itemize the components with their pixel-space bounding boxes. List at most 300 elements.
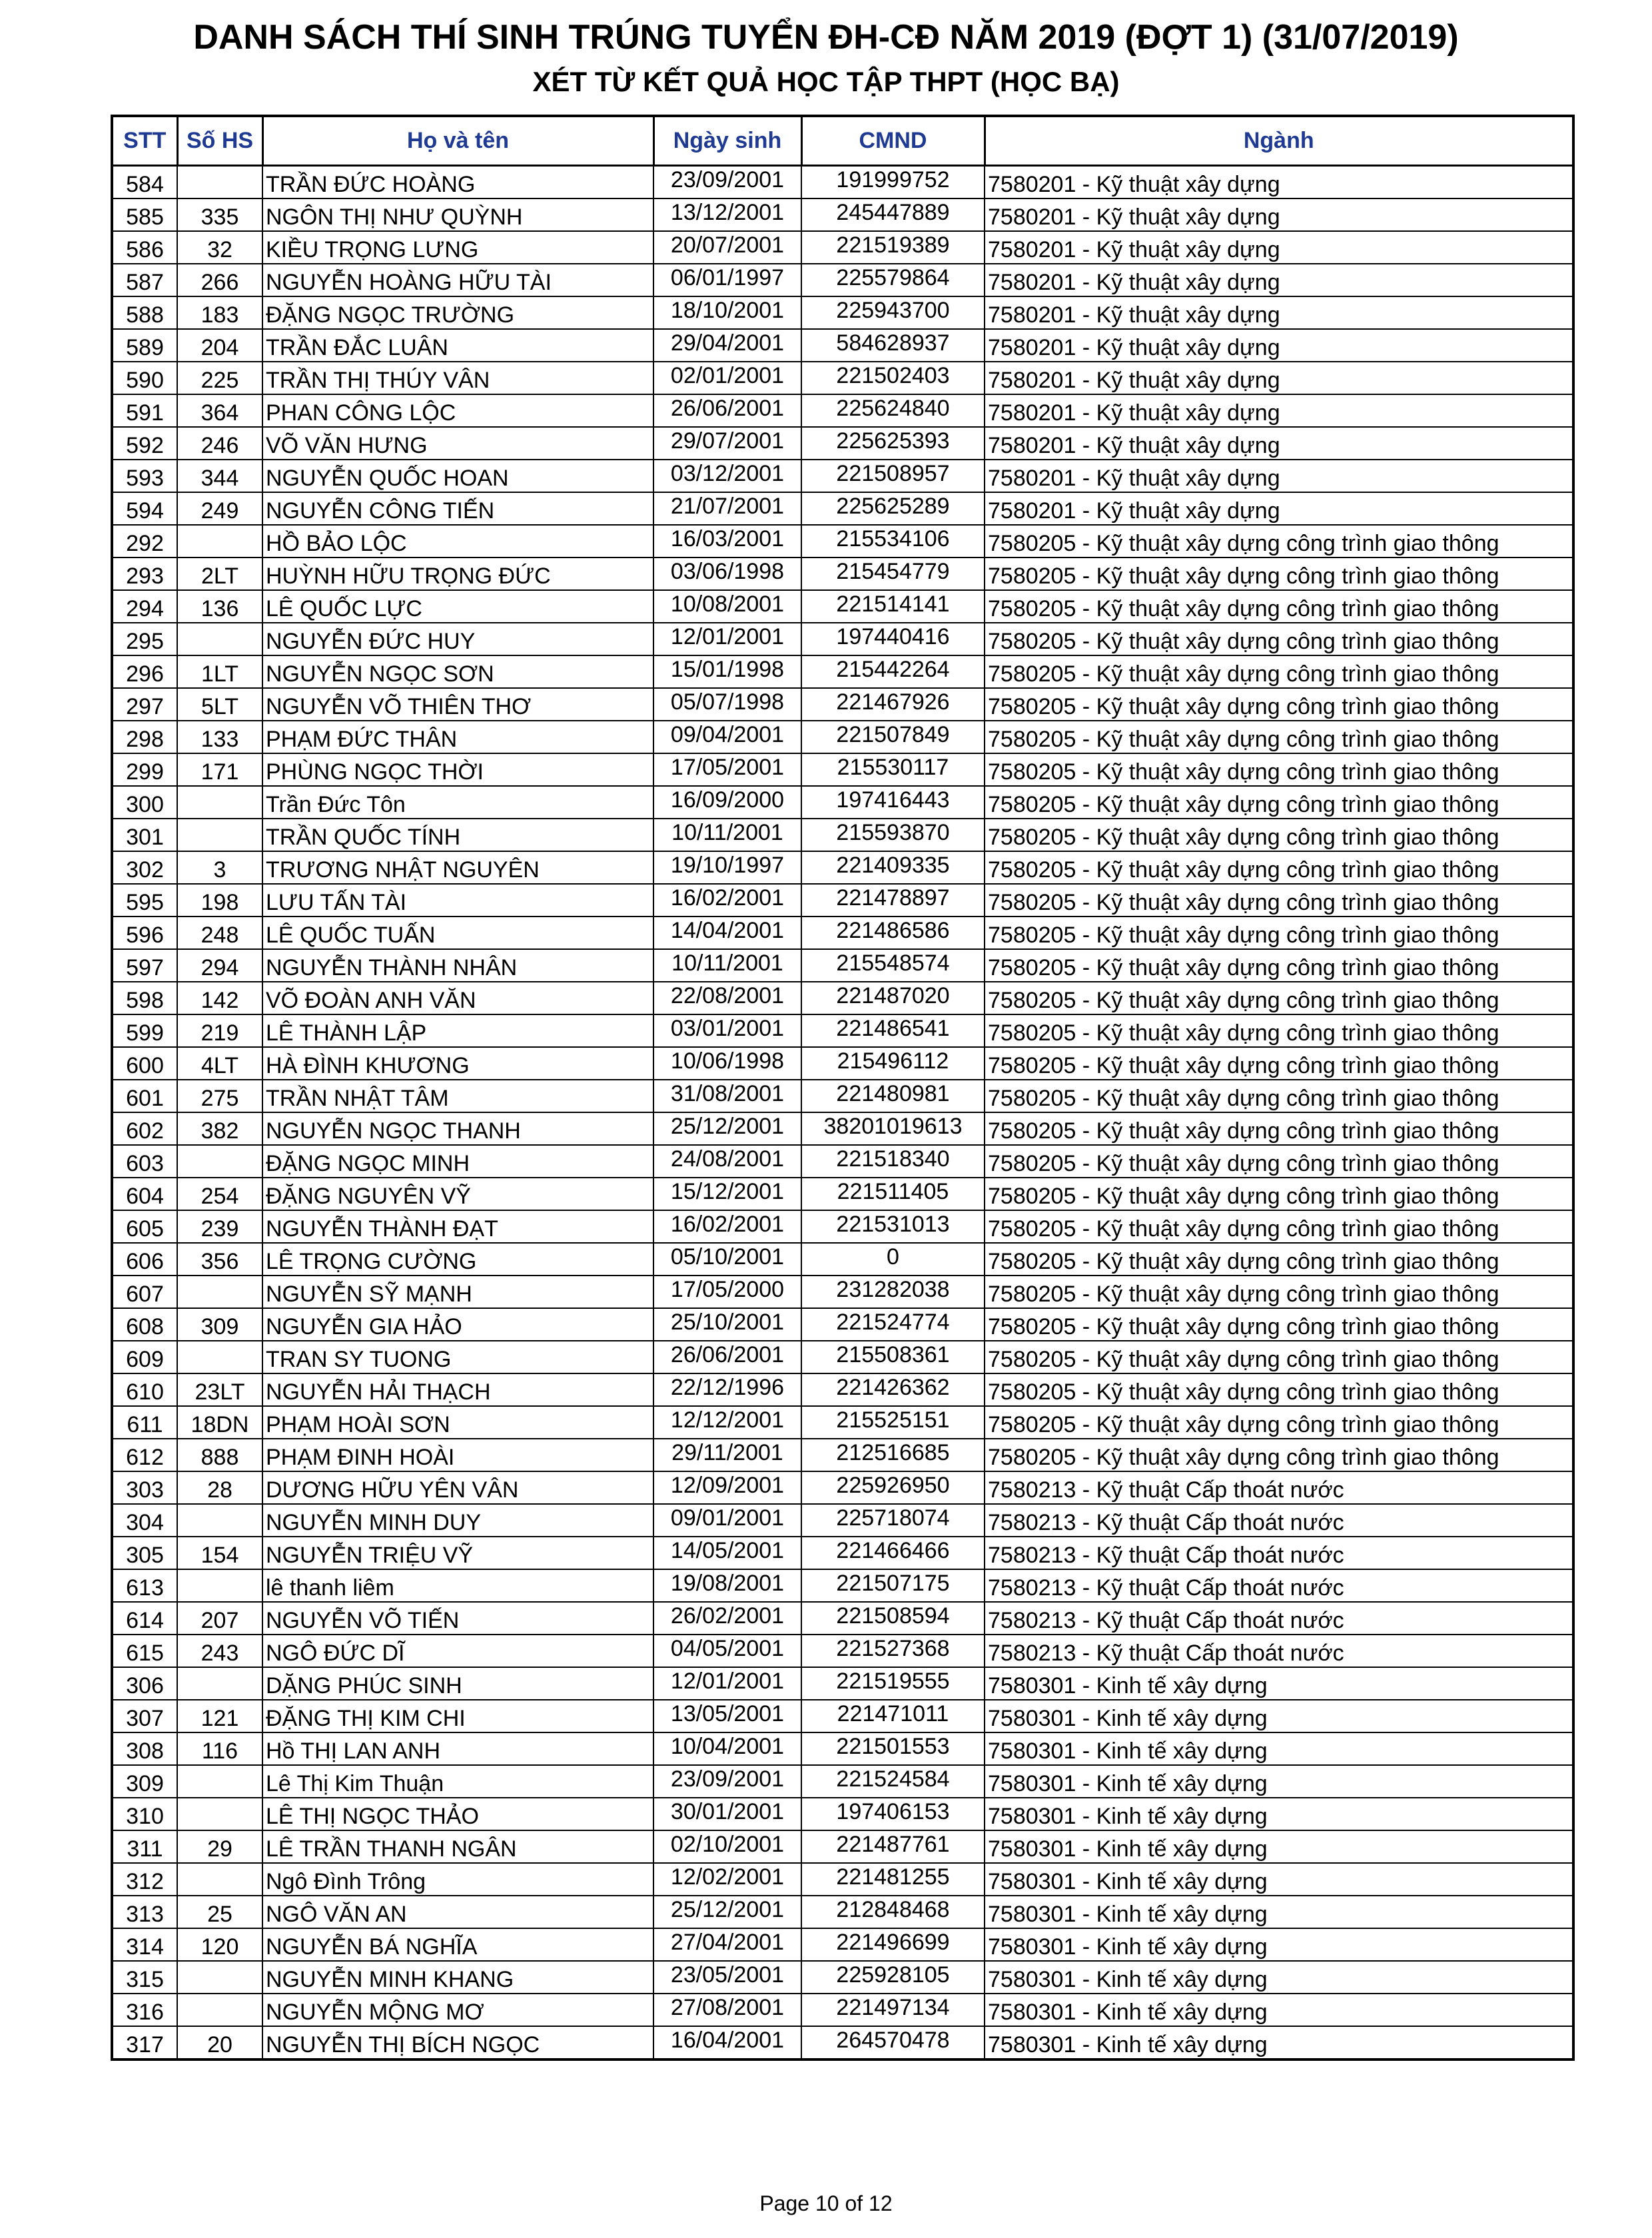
cell-stt: 599 — [112, 1014, 177, 1047]
cell-so-hs: 266 — [177, 264, 262, 296]
cell-cmnd: 197440416 — [801, 623, 985, 655]
cell-so-hs: 121 — [177, 1700, 262, 1732]
cell-nganh: 7580301 - Kinh tế xây dựng — [985, 1700, 1573, 1732]
table-row — [112, 917, 1573, 949]
cell-ngay-sinh: 20/07/2001 — [653, 231, 801, 264]
cell-ngay-sinh: 10/11/2001 — [653, 819, 801, 851]
cell-nganh: 7580213 - Kỹ thuật Cấp thoát nước — [985, 1471, 1573, 1504]
cell-nganh: 7580301 - Kinh tế xây dựng — [985, 1765, 1573, 1798]
cell-nganh: 7580205 - Kỹ thuật xây dựng công trình giao thông — [985, 1112, 1573, 1145]
cell-ho-ten: NGUYỄN ĐỨC HUY — [262, 623, 653, 655]
cell-ngay-sinh: 16/02/2001 — [653, 884, 801, 917]
cell-cmnd: 221426362 — [801, 1373, 985, 1406]
cell-stt: 298 — [112, 721, 177, 753]
table-row — [112, 231, 1573, 264]
cell-nganh: 7580301 - Kinh tế xây dựng — [985, 2026, 1573, 2059]
table-row — [112, 1863, 1573, 1896]
cell-cmnd: 221480981 — [801, 1080, 985, 1112]
table-row — [112, 1569, 1573, 1602]
cell-cmnd: 215496112 — [801, 1047, 985, 1080]
cell-stt: 584 — [112, 166, 177, 199]
table-row — [112, 525, 1573, 558]
cell-so-hs: 120 — [177, 1928, 262, 1961]
cell-cmnd: 212516685 — [801, 1439, 985, 1471]
cell-ngay-sinh: 10/08/2001 — [653, 590, 801, 623]
table-row — [112, 1014, 1573, 1047]
cell-so-hs: 116 — [177, 1732, 262, 1765]
cell-so-hs: 2LT — [177, 558, 262, 590]
table-row — [112, 1765, 1573, 1798]
cell-so-hs — [177, 1994, 262, 2026]
cell-ngay-sinh: 03/06/1998 — [653, 558, 801, 590]
table-row — [112, 1373, 1573, 1406]
cell-stt: 316 — [112, 1994, 177, 2026]
cell-ho-ten: NGÔ VĂN AN — [262, 1896, 653, 1928]
cell-cmnd: 221508957 — [801, 460, 985, 492]
cell-ngay-sinh: 25/12/2001 — [653, 1896, 801, 1928]
cell-ngay-sinh: 02/01/2001 — [653, 362, 801, 394]
cell-nganh: 7580205 - Kỹ thuật xây dựng công trình giao thông — [985, 1145, 1573, 1178]
cell-cmnd: 221519389 — [801, 231, 985, 264]
cell-nganh: 7580301 - Kinh tế xây dựng — [985, 1830, 1573, 1863]
cell-ngay-sinh: 25/12/2001 — [653, 1112, 801, 1145]
cell-ngay-sinh: 19/10/1997 — [653, 851, 801, 884]
table-row — [112, 590, 1573, 623]
cell-stt: 302 — [112, 851, 177, 884]
cell-cmnd: 221507175 — [801, 1569, 985, 1602]
cell-cmnd: 225928105 — [801, 1961, 985, 1994]
cell-stt: 608 — [112, 1308, 177, 1341]
cell-stt: 596 — [112, 917, 177, 949]
cell-ho-ten: NGUYỄN MỘNG MƠ — [262, 1994, 653, 2026]
cell-nganh: 7580205 - Kỹ thuật xây dựng công trình giao thông — [985, 1014, 1573, 1047]
cell-stt: 604 — [112, 1178, 177, 1210]
cell-cmnd: 221507849 — [801, 721, 985, 753]
cell-cmnd: 221486586 — [801, 917, 985, 949]
cell-ngay-sinh: 12/09/2001 — [653, 1471, 801, 1504]
cell-ho-ten: NGUYỄN VÕ THIÊN THƠ — [262, 688, 653, 721]
cell-nganh: 7580205 - Kỹ thuật xây dựng công trình giao thông — [985, 1341, 1573, 1373]
cell-nganh: 7580205 - Kỹ thuật xây dựng công trình giao thông — [985, 1406, 1573, 1439]
cell-ho-ten: PHAN CÔNG LỘC — [262, 394, 653, 427]
table-row — [112, 949, 1573, 982]
table-row — [112, 1961, 1573, 1994]
cell-cmnd: 197406153 — [801, 1798, 985, 1830]
cell-cmnd: 584628937 — [801, 329, 985, 362]
cell-stt: 312 — [112, 1863, 177, 1896]
cell-cmnd: 221531013 — [801, 1210, 985, 1243]
table-row — [112, 1406, 1573, 1439]
cell-stt: 309 — [112, 1765, 177, 1798]
cell-so-hs: 275 — [177, 1080, 262, 1112]
cell-so-hs — [177, 623, 262, 655]
cell-so-hs: 294 — [177, 949, 262, 982]
results-table-container — [111, 115, 1572, 2061]
cell-stt: 296 — [112, 655, 177, 688]
cell-nganh: 7580301 - Kinh tế xây dựng — [985, 1863, 1573, 1896]
cell-cmnd: 191999752 — [801, 166, 985, 199]
cell-nganh: 7580205 - Kỹ thuật xây dựng công trình giao thông — [985, 819, 1573, 851]
cell-ngay-sinh: 16/04/2001 — [653, 2026, 801, 2059]
cell-nganh: 7580205 - Kỹ thuật xây dựng công trình giao thông — [985, 1243, 1573, 1276]
cell-ho-ten: DẶNG PHÚC SINH — [262, 1667, 653, 1700]
cell-ho-ten: HỒ BẢO LỘC — [262, 525, 653, 558]
cell-cmnd: 221501553 — [801, 1732, 985, 1765]
cell-so-hs: 888 — [177, 1439, 262, 1471]
cell-so-hs — [177, 1145, 262, 1178]
cell-nganh: 7580301 - Kinh tế xây dựng — [985, 1667, 1573, 1700]
table-body — [112, 166, 1573, 2060]
cell-stt: 310 — [112, 1798, 177, 1830]
cell-cmnd: 215454779 — [801, 558, 985, 590]
cell-nganh: 7580205 - Kỹ thuật xây dựng công trình giao thông — [985, 917, 1573, 949]
header-stt: STT — [112, 116, 177, 166]
cell-nganh: 7580205 - Kỹ thuật xây dựng công trình giao thông — [985, 1439, 1573, 1471]
cell-ho-ten: PHẠM HOÀI SƠN — [262, 1406, 653, 1439]
cell-nganh: 7580205 - Kỹ thuật xây dựng công trình giao thông — [985, 1047, 1573, 1080]
cell-nganh: 7580205 - Kỹ thuật xây dựng công trình giao thông — [985, 688, 1573, 721]
cell-so-hs: 225 — [177, 362, 262, 394]
table-row — [112, 1896, 1573, 1928]
table-row — [112, 1732, 1573, 1765]
cell-ngay-sinh: 29/07/2001 — [653, 427, 801, 460]
cell-nganh: 7580205 - Kỹ thuật xây dựng công trình giao thông — [985, 1373, 1573, 1406]
cell-cmnd: 221467926 — [801, 688, 985, 721]
cell-ho-ten: NGUYỄN HẢI THẠCH — [262, 1373, 653, 1406]
cell-ngay-sinh: 25/10/2001 — [653, 1308, 801, 1341]
table-row — [112, 362, 1573, 394]
cell-ho-ten: VÕ ĐOÀN ANH VĂN — [262, 982, 653, 1014]
cell-so-hs: 364 — [177, 394, 262, 427]
cell-ho-ten: NGUYỄN SỸ MẠNH — [262, 1276, 653, 1308]
cell-so-hs: 23LT — [177, 1373, 262, 1406]
cell-so-hs — [177, 1798, 262, 1830]
cell-ho-ten: lê thanh liêm — [262, 1569, 653, 1602]
table-row — [112, 460, 1573, 492]
cell-ho-ten: LÊ QUỐC LỰC — [262, 590, 653, 623]
cell-stt: 614 — [112, 1602, 177, 1635]
cell-so-hs — [177, 786, 262, 819]
cell-nganh: 7580205 - Kỹ thuật xây dựng công trình giao thông — [985, 949, 1573, 982]
cell-nganh: 7580205 - Kỹ thuật xây dựng công trình giao thông — [985, 655, 1573, 688]
table-row — [112, 884, 1573, 917]
cell-cmnd: 221486541 — [801, 1014, 985, 1047]
cell-so-hs: 204 — [177, 329, 262, 362]
cell-so-hs: 335 — [177, 198, 262, 231]
cell-so-hs: 248 — [177, 917, 262, 949]
cell-ho-ten: TRẦN NHẬT TÂM — [262, 1080, 653, 1112]
cell-so-hs: 136 — [177, 590, 262, 623]
cell-so-hs — [177, 1504, 262, 1537]
cell-nganh: 7580205 - Kỹ thuật xây dựng công trình giao thông — [985, 1178, 1573, 1210]
table-row — [112, 2026, 1573, 2059]
cell-nganh: 7580301 - Kinh tế xây dựng — [985, 1798, 1573, 1830]
cell-so-hs — [177, 1667, 262, 1700]
cell-stt: 593 — [112, 460, 177, 492]
cell-ho-ten: LÊ QUỐC TUẤN — [262, 917, 653, 949]
table-row — [112, 819, 1573, 851]
table-row — [112, 688, 1573, 721]
page-subtitle: XÉT TỪ KẾT QUẢ HỌC TẬP THPT (HỌC BẠ) — [532, 66, 1120, 97]
cell-so-hs: 254 — [177, 1178, 262, 1210]
cell-stt: 294 — [112, 590, 177, 623]
cell-ngay-sinh: 23/09/2001 — [653, 1765, 801, 1798]
cell-nganh: 7580301 - Kinh tế xây dựng — [985, 1961, 1573, 1994]
cell-so-hs: 356 — [177, 1243, 262, 1276]
cell-cmnd: 221511405 — [801, 1178, 985, 1210]
cell-ngay-sinh: 17/05/2001 — [653, 753, 801, 786]
cell-nganh: 7580205 - Kỹ thuật xây dựng công trình giao thông — [985, 721, 1573, 753]
table-row — [112, 558, 1573, 590]
cell-ho-ten: NGUYỄN THÀNH ĐẠT — [262, 1210, 653, 1243]
cell-so-hs: 249 — [177, 492, 262, 525]
cell-ho-ten: TRẦN QUỐC TÍNH — [262, 819, 653, 851]
cell-so-hs: 25 — [177, 1896, 262, 1928]
cell-ngay-sinh: 12/12/2001 — [653, 1406, 801, 1439]
cell-stt: 303 — [112, 1471, 177, 1504]
cell-so-hs — [177, 1961, 262, 1994]
cell-so-hs — [177, 819, 262, 851]
cell-so-hs — [177, 1569, 262, 1602]
cell-ho-ten: LÊ THÀNH LẬP — [262, 1014, 653, 1047]
header-so-hs: Số HS — [177, 116, 262, 166]
table-row — [112, 1471, 1573, 1504]
cell-stt: 605 — [112, 1210, 177, 1243]
cell-ho-ten: NGUYỄN MINH KHANG — [262, 1961, 653, 1994]
cell-so-hs: 243 — [177, 1635, 262, 1667]
results-table — [111, 115, 1575, 2061]
cell-ngay-sinh: 02/10/2001 — [653, 1830, 801, 1863]
cell-nganh: 7580201 - Kỹ thuật xây dựng — [985, 329, 1573, 362]
cell-ho-ten: Lê Thị Kim Thuận — [262, 1765, 653, 1798]
cell-stt: 598 — [112, 982, 177, 1014]
cell-so-hs: 1LT — [177, 655, 262, 688]
table-row — [112, 982, 1573, 1014]
table-row — [112, 166, 1573, 199]
cell-cmnd: 215508361 — [801, 1341, 985, 1373]
cell-ho-ten: NGUYỄN NGỌC THANH — [262, 1112, 653, 1145]
cell-so-hs — [177, 166, 262, 199]
cell-cmnd: 221519555 — [801, 1667, 985, 1700]
cell-nganh: 7580205 - Kỹ thuật xây dựng công trình giao thông — [985, 1210, 1573, 1243]
cell-ho-ten: TRAN SY TUONG — [262, 1341, 653, 1373]
cell-so-hs — [177, 525, 262, 558]
header-ngay-sinh: Ngày sinh — [653, 116, 801, 166]
cell-stt: 587 — [112, 264, 177, 296]
cell-nganh: 7580213 - Kỹ thuật Cấp thoát nước — [985, 1602, 1573, 1635]
cell-nganh: 7580201 - Kỹ thuật xây dựng — [985, 296, 1573, 329]
cell-stt: 603 — [112, 1145, 177, 1178]
cell-stt: 589 — [112, 329, 177, 362]
cell-so-hs: 344 — [177, 460, 262, 492]
cell-ngay-sinh: 22/12/1996 — [653, 1373, 801, 1406]
table-row — [112, 1928, 1573, 1961]
cell-nganh: 7580205 - Kỹ thuật xây dựng công trình giao thông — [985, 590, 1573, 623]
cell-ngay-sinh: 13/12/2001 — [653, 198, 801, 231]
cell-ho-ten: LÊ TRỌNG CƯỜNG — [262, 1243, 653, 1276]
cell-nganh: 7580301 - Kinh tế xây dựng — [985, 1928, 1573, 1961]
cell-nganh: 7580201 - Kỹ thuật xây dựng — [985, 394, 1573, 427]
cell-cmnd: 225579864 — [801, 264, 985, 296]
cell-ho-ten: PHẠM ĐỨC THÂN — [262, 721, 653, 753]
table-row — [112, 1112, 1573, 1145]
cell-ho-ten: HUỲNH HỮU TRỌNG ĐỨC — [262, 558, 653, 590]
cell-nganh: 7580205 - Kỹ thuật xây dựng công trình giao thông — [985, 623, 1573, 655]
cell-cmnd: 221487761 — [801, 1830, 985, 1863]
cell-ho-ten: Ngô Đình Trông — [262, 1863, 653, 1896]
cell-ngay-sinh: 26/02/2001 — [653, 1602, 801, 1635]
table-row — [112, 1504, 1573, 1537]
table-row — [112, 786, 1573, 819]
cell-so-hs: 183 — [177, 296, 262, 329]
cell-stt: 592 — [112, 427, 177, 460]
cell-ho-ten: NGUYỄN BÁ NGHĨA — [262, 1928, 653, 1961]
cell-ngay-sinh: 29/11/2001 — [653, 1439, 801, 1471]
cell-ngay-sinh: 14/05/2001 — [653, 1537, 801, 1569]
cell-ngay-sinh: 09/01/2001 — [653, 1504, 801, 1537]
cell-stt: 308 — [112, 1732, 177, 1765]
cell-stt: 609 — [112, 1341, 177, 1373]
cell-so-hs: 5LT — [177, 688, 262, 721]
cell-cmnd: 221508594 — [801, 1602, 985, 1635]
cell-so-hs: 28 — [177, 1471, 262, 1504]
cell-nganh: 7580213 - Kỹ thuật Cấp thoát nước — [985, 1635, 1573, 1667]
cell-cmnd: 225718074 — [801, 1504, 985, 1537]
cell-so-hs: 171 — [177, 753, 262, 786]
cell-ho-ten: NGUYỄN GIA HẢO — [262, 1308, 653, 1341]
table-row — [112, 1178, 1573, 1210]
table-row — [112, 394, 1573, 427]
table-row — [112, 264, 1573, 296]
cell-stt: 311 — [112, 1830, 177, 1863]
cell-ho-ten: NGUYỄN TRIỆU VỸ — [262, 1537, 653, 1569]
table-row — [112, 1276, 1573, 1308]
cell-stt: 607 — [112, 1276, 177, 1308]
cell-ngay-sinh: 17/05/2000 — [653, 1276, 801, 1308]
cell-ngay-sinh: 23/09/2001 — [653, 166, 801, 199]
table-row — [112, 1635, 1573, 1667]
cell-nganh: 7580213 - Kỹ thuật Cấp thoát nước — [985, 1537, 1573, 1569]
cell-stt: 305 — [112, 1537, 177, 1569]
cell-ho-ten: ĐẶNG NGỌC MINH — [262, 1145, 653, 1178]
cell-so-hs: 309 — [177, 1308, 262, 1341]
cell-stt: 313 — [112, 1896, 177, 1928]
cell-stt: 602 — [112, 1112, 177, 1145]
table-row — [112, 655, 1573, 688]
cell-ngay-sinh: 27/08/2001 — [653, 1994, 801, 2026]
cell-so-hs — [177, 1341, 262, 1373]
cell-nganh: 7580301 - Kinh tế xây dựng — [985, 1994, 1573, 2026]
cell-cmnd: 225625289 — [801, 492, 985, 525]
cell-stt: 606 — [112, 1243, 177, 1276]
cell-ngay-sinh: 30/01/2001 — [653, 1798, 801, 1830]
header-nganh: Ngành — [985, 116, 1573, 166]
cell-cmnd: 221478897 — [801, 884, 985, 917]
cell-nganh: 7580205 - Kỹ thuật xây dựng công trình giao thông — [985, 1276, 1573, 1308]
cell-nganh: 7580201 - Kỹ thuật xây dựng — [985, 198, 1573, 231]
cell-stt: 293 — [112, 558, 177, 590]
table-row — [112, 1994, 1573, 2026]
cell-so-hs: 382 — [177, 1112, 262, 1145]
cell-ho-ten: PHÙNG NGỌC THỜI — [262, 753, 653, 786]
cell-ngay-sinh: 06/01/1997 — [653, 264, 801, 296]
cell-stt: 610 — [112, 1373, 177, 1406]
cell-ngay-sinh: 09/04/2001 — [653, 721, 801, 753]
table-row — [112, 1341, 1573, 1373]
cell-ngay-sinh: 15/12/2001 — [653, 1178, 801, 1210]
cell-ngay-sinh: 15/01/1998 — [653, 655, 801, 688]
cell-nganh: 7580205 - Kỹ thuật xây dựng công trình giao thông — [985, 786, 1573, 819]
cell-cmnd: 215530117 — [801, 753, 985, 786]
cell-cmnd: 264570478 — [801, 2026, 985, 2059]
table-row — [112, 1798, 1573, 1830]
header-ho-ten: Họ và tên — [262, 116, 653, 166]
table-row — [112, 1308, 1573, 1341]
cell-nganh: 7580201 - Kỹ thuật xây dựng — [985, 460, 1573, 492]
table-row — [112, 329, 1573, 362]
cell-cmnd: 215525151 — [801, 1406, 985, 1439]
cell-ho-ten: HÀ ĐÌNH KHƯƠNG — [262, 1047, 653, 1080]
cell-nganh: 7580205 - Kỹ thuật xây dựng công trình giao thông — [985, 525, 1573, 558]
cell-so-hs: 246 — [177, 427, 262, 460]
cell-nganh: 7580201 - Kỹ thuật xây dựng — [985, 264, 1573, 296]
cell-stt: 595 — [112, 884, 177, 917]
cell-cmnd: 231282038 — [801, 1276, 985, 1308]
cell-so-hs: 29 — [177, 1830, 262, 1863]
cell-cmnd: 225625393 — [801, 427, 985, 460]
cell-ngay-sinh: 12/01/2001 — [653, 1667, 801, 1700]
cell-ngay-sinh: 21/07/2001 — [653, 492, 801, 525]
cell-ngay-sinh: 10/04/2001 — [653, 1732, 801, 1765]
cell-ngay-sinh: 05/10/2001 — [653, 1243, 801, 1276]
cell-ho-ten: ĐẶNG THỊ KIM CHI — [262, 1700, 653, 1732]
cell-so-hs: 198 — [177, 884, 262, 917]
cell-ho-ten: TRẦN THỊ THÚY VÂN — [262, 362, 653, 394]
cell-ho-ten: NGUYỄN THÀNH NHÂN — [262, 949, 653, 982]
cell-ho-ten: TRẦN ĐẮC LUÂN — [262, 329, 653, 362]
table-row — [112, 1700, 1573, 1732]
cell-cmnd: 221524774 — [801, 1308, 985, 1341]
cell-ngay-sinh: 12/02/2001 — [653, 1863, 801, 1896]
cell-ho-ten: NGÔ ĐỨC DĨ — [262, 1635, 653, 1667]
cell-cmnd: 221471011 — [801, 1700, 985, 1732]
cell-so-hs: 219 — [177, 1014, 262, 1047]
cell-ngay-sinh: 31/08/2001 — [653, 1080, 801, 1112]
table-row — [112, 1830, 1573, 1863]
cell-ngay-sinh: 22/08/2001 — [653, 982, 801, 1014]
cell-ngay-sinh: 14/04/2001 — [653, 917, 801, 949]
cell-cmnd: 215442264 — [801, 655, 985, 688]
cell-ho-ten: Hồ THỊ LAN ANH — [262, 1732, 653, 1765]
cell-ho-ten: TRẦN ĐỨC HOÀNG — [262, 166, 653, 199]
cell-so-hs: 154 — [177, 1537, 262, 1569]
table-row — [112, 623, 1573, 655]
cell-stt: 590 — [112, 362, 177, 394]
cell-nganh: 7580205 - Kỹ thuật xây dựng công trình giao thông — [985, 982, 1573, 1014]
cell-ho-ten: LƯU TẤN TÀI — [262, 884, 653, 917]
cell-ho-ten: NGÔN THỊ NHƯ QUỲNH — [262, 198, 653, 231]
cell-ngay-sinh: 04/05/2001 — [653, 1635, 801, 1667]
cell-nganh: 7580201 - Kỹ thuật xây dựng — [985, 427, 1573, 460]
table-row — [112, 1602, 1573, 1635]
cell-ho-ten: TRƯƠNG NHẬT NGUYÊN — [262, 851, 653, 884]
cell-ngay-sinh: 16/03/2001 — [653, 525, 801, 558]
cell-ngay-sinh: 16/09/2000 — [653, 786, 801, 819]
cell-ngay-sinh: 18/10/2001 — [653, 296, 801, 329]
cell-ho-ten: NGUYỄN NGỌC SƠN — [262, 655, 653, 688]
cell-ho-ten: KIỀU TRỌNG LƯNG — [262, 231, 653, 264]
cell-nganh: 7580205 - Kỹ thuật xây dựng công trình giao thông — [985, 753, 1573, 786]
